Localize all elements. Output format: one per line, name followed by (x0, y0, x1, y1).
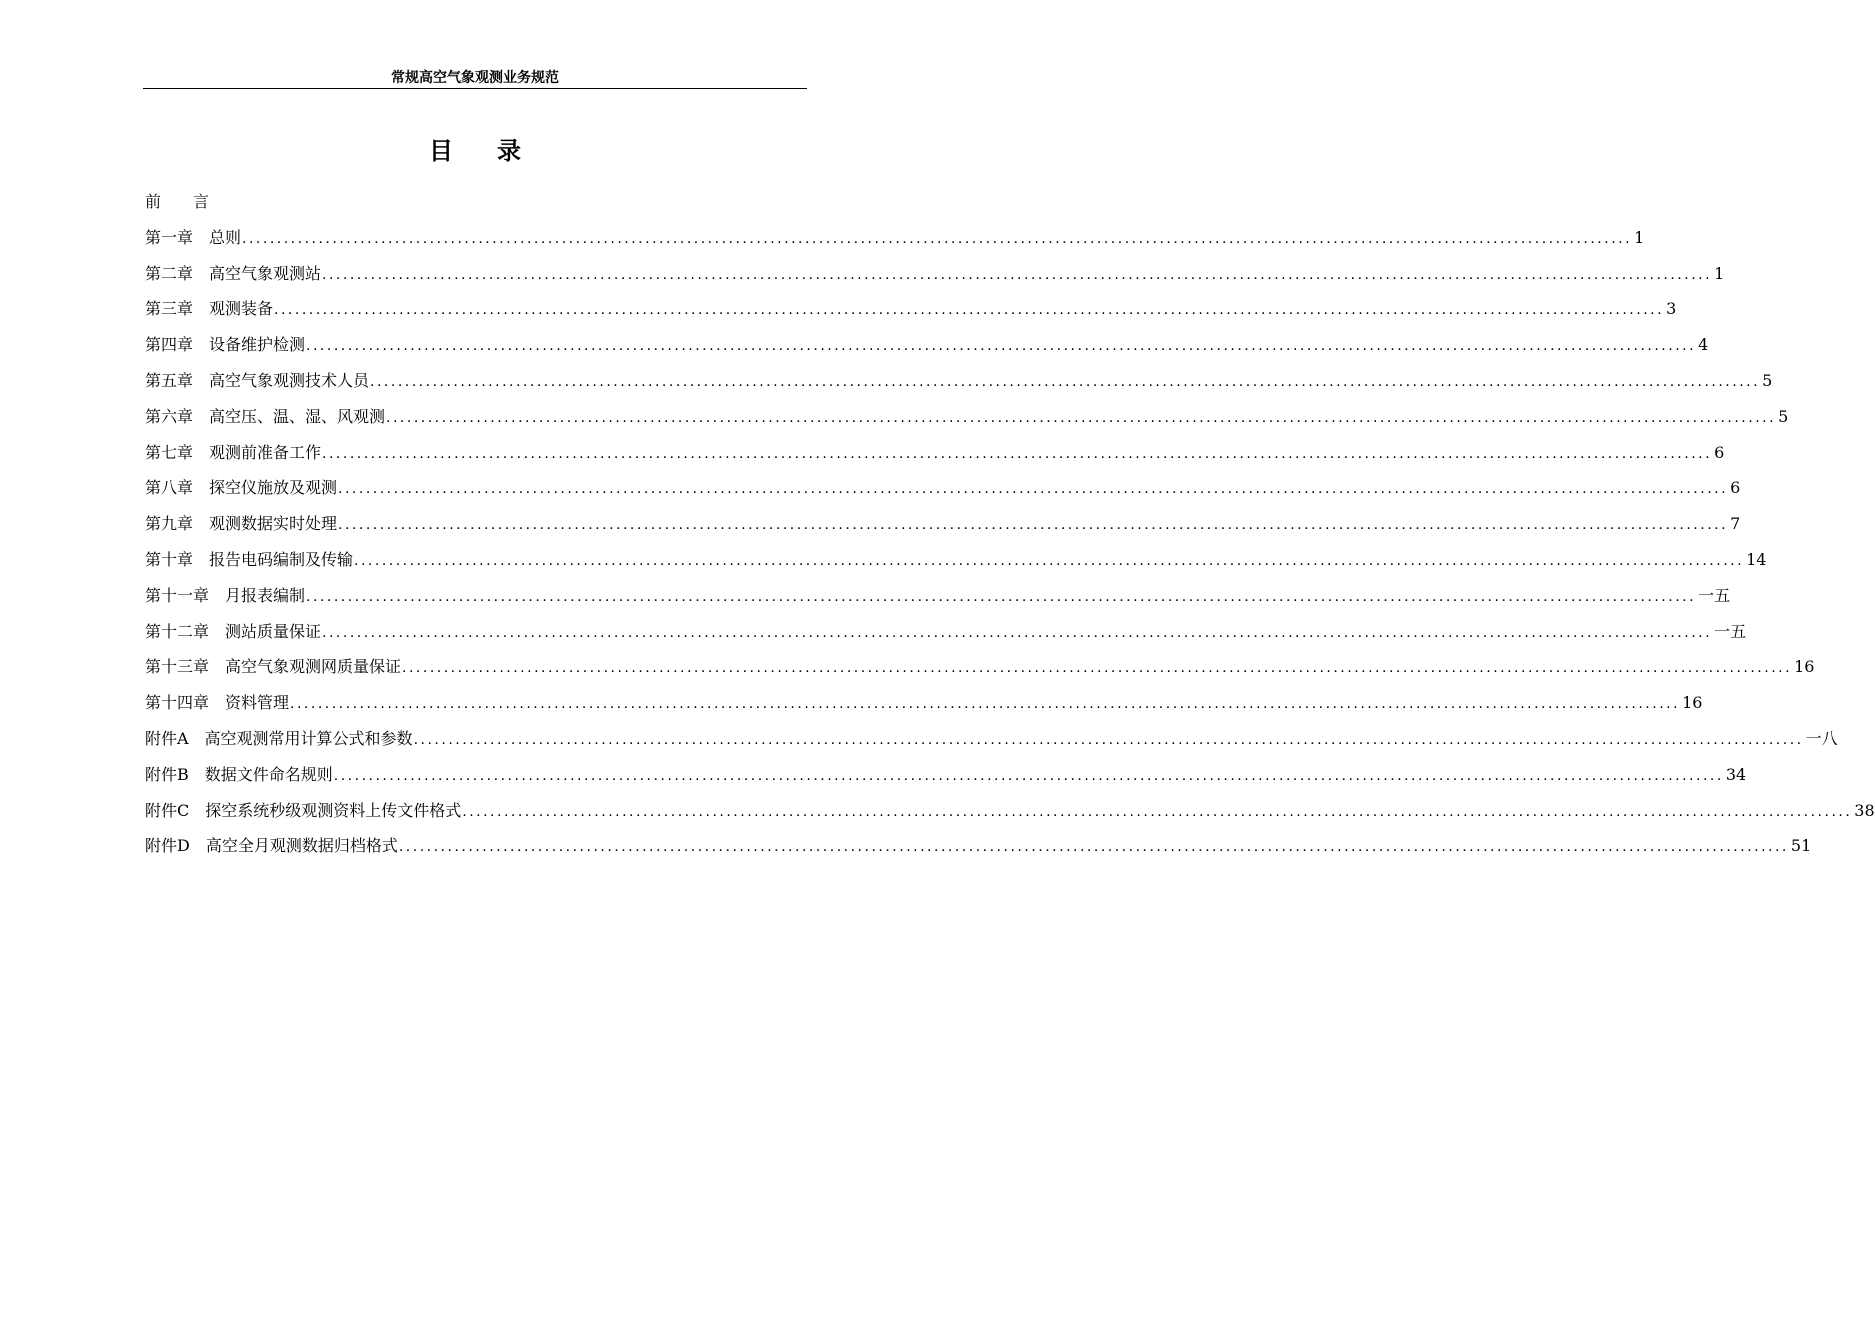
toc-entry[interactable] (145, 653, 1815, 689)
toc-entry[interactable] (145, 510, 1741, 546)
toc-entry-label: 第十一章 月报表编制 (145, 585, 306, 605)
toc-entry-label: 第六章 高空压、温、湿、风观测 (145, 406, 386, 426)
toc-entry-label: 第五章 高空气象观测技术人员 (145, 370, 370, 390)
toc-entry-label: 第七章 观测前准备工作 (145, 442, 322, 462)
dot-leader: ........................................................................................................................................................................................................ (386, 409, 1777, 426)
dot-leader: ........................................................................................................................................................................................................ (402, 660, 1793, 677)
dot-leader: ........................................................................................................................................................................................................ (462, 803, 1853, 820)
toc-entry[interactable] (145, 582, 1731, 618)
toc-entry-label: 第九章 观测数据实时处理 (145, 514, 338, 534)
toc-entry-page: 3 (1666, 299, 1677, 319)
toc-entry-page: 1 (1634, 227, 1645, 247)
toc-entry-label: 附件D 高空全月观测数据归档格式 (145, 836, 398, 856)
dot-leader: ........................................................................................................................................................................................................ (338, 517, 1729, 534)
toc-entry-page: 6 (1714, 442, 1725, 462)
toc-entry[interactable] (145, 689, 1703, 725)
dot-leader: ........................................................................................................................................................................................................ (413, 731, 1804, 748)
toc-entry[interactable] (145, 832, 1812, 868)
toc-entry[interactable] (145, 618, 1747, 654)
toc-entry[interactable] (145, 260, 1725, 296)
toc-entry-page: 34 (1725, 764, 1747, 784)
toc-entry[interactable] (145, 439, 1725, 475)
toc-entry-page: 16 (1794, 657, 1815, 677)
toc-entry-page: 51 (1790, 836, 1812, 856)
toc-entry-label: 第三章 观测装备 (145, 299, 274, 319)
dot-leader: ........................................................................................................................................................................................................ (306, 588, 1697, 605)
running-header: 常规高空气象观测业务规范 (391, 70, 559, 86)
dot-leader: ........................................................................................................................................................................................................ (338, 481, 1729, 498)
toc-entry[interactable] (145, 725, 1838, 761)
toc-entry-label: 附件C 探空系统秒级观测资料上传文件格式 (145, 800, 462, 820)
dot-leader: ........................................................................................................................................................................................................ (398, 839, 1789, 856)
toc-entry[interactable] (145, 295, 1677, 331)
dot-leader: ........................................................................................................................................................................................................ (322, 266, 1713, 283)
toc-title: 目录 (429, 136, 565, 165)
toc-entry[interactable] (145, 331, 1709, 367)
toc-entry[interactable] (145, 403, 1789, 439)
toc-entry-page: 14 (1746, 549, 1767, 569)
toc-entry-label: 第十四章 资料管理 (145, 693, 290, 713)
toc-entry-label: 附件A 高空观测常用计算公式和参数 (145, 728, 413, 748)
toc-entry-page: 38 (1854, 800, 1875, 820)
dot-leader: ........................................................................................................................................................................................................ (354, 552, 1745, 569)
toc-entry-label: 第八章 探空仪施放及观测 (145, 478, 338, 498)
toc-entry-page: 16 (1682, 693, 1703, 713)
toc-entry[interactable] (145, 367, 1773, 403)
toc-entry-page: 5 (1778, 406, 1789, 426)
toc-entry-label: 第十三章 高空气象观测网质量保证 (145, 657, 402, 677)
toc-entry[interactable] (145, 761, 1747, 797)
toc-preface[interactable] (145, 188, 807, 224)
toc-entry[interactable] (145, 224, 1645, 260)
dot-leader: ........................................................................................................................................................................................................ (370, 373, 1761, 390)
toc-entry-page: 4 (1698, 335, 1709, 355)
toc-entry-label: 第十章 报告电码编制及传输 (145, 549, 354, 569)
toc-entry[interactable] (145, 474, 1741, 510)
toc-entry-page: 一八 (1805, 728, 1838, 748)
toc-preface-label: 前 言 (145, 192, 210, 211)
toc-entry-page: 7 (1730, 514, 1741, 534)
toc-entry-page: 6 (1730, 478, 1741, 498)
dot-leader: ........................................................................................................................................................................................................ (333, 767, 1724, 784)
toc-entry-label: 第四章 设备维护检测 (145, 335, 306, 355)
toc-list (145, 188, 1875, 868)
toc-entry[interactable] (145, 797, 1875, 833)
dot-leader: ........................................................................................................................................................................................................ (274, 302, 1665, 319)
header-rule (143, 88, 807, 89)
toc-entry-page: 一五 (1698, 585, 1731, 605)
toc-entry-page: 一五 (1714, 621, 1747, 641)
dot-leader: ........................................................................................................................................................................................................ (306, 338, 1697, 355)
toc-entry-label: 第一章 总则 (145, 227, 242, 247)
toc-entry[interactable] (145, 546, 1767, 582)
toc-entry-label: 第二章 高空气象观测站 (145, 263, 322, 283)
toc-entry-page: 1 (1714, 263, 1725, 283)
dot-leader: ........................................................................................................................................................................................................ (322, 624, 1713, 641)
dot-leader: ........................................................................................................................................................................................................ (242, 230, 1633, 247)
toc-entry-label: 第十二章 测站质量保证 (145, 621, 322, 641)
dot-leader: ........................................................................................................................................................................................................ (322, 445, 1713, 462)
toc-entry-label: 附件B 数据文件命名规则 (145, 764, 333, 784)
toc-entry-page: 5 (1762, 370, 1773, 390)
dot-leader: ........................................................................................................................................................................................................ (290, 696, 1681, 713)
